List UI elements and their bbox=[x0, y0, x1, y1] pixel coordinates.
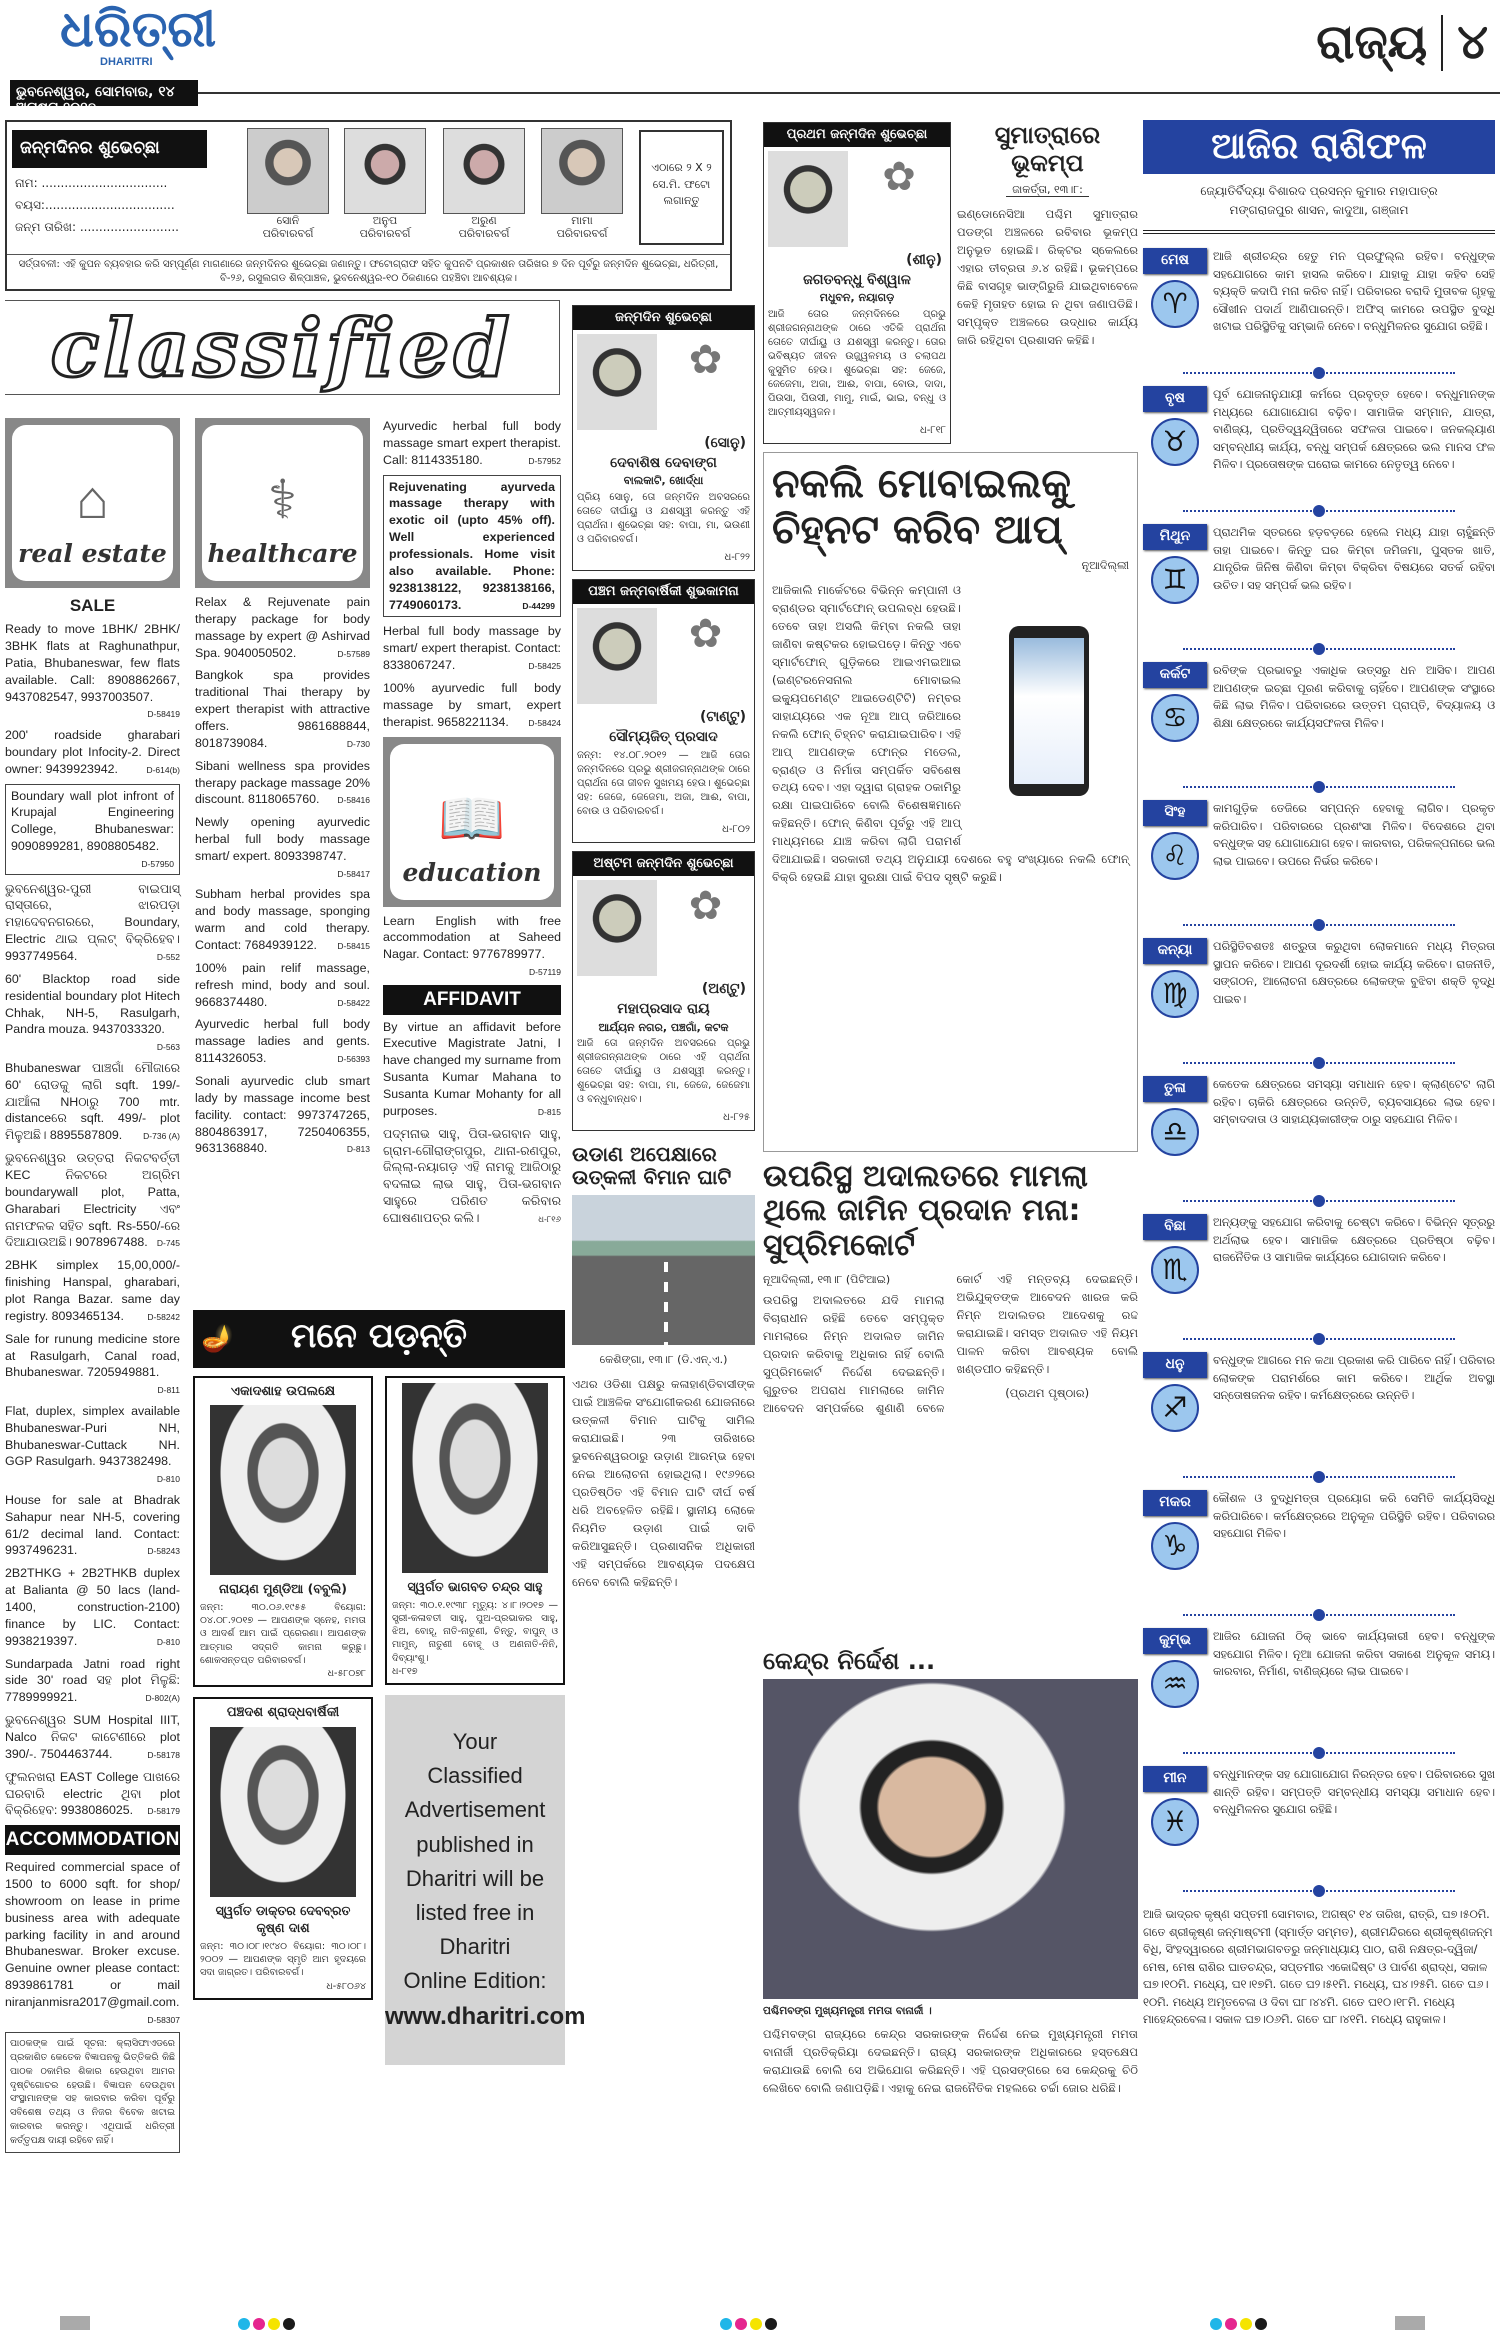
lion-icon: ♌ bbox=[1151, 832, 1199, 880]
horoscope-6 bbox=[1143, 932, 1495, 1050]
child-name: ମହାପ୍ରସାଦ ରାୟ bbox=[617, 1000, 710, 1017]
wish-message: ଆଜି ତୋ ଜନ୍ମଦିନ ଅବସରରେ ପ୍ରଭୁ ଶ୍ରୀଜଗନ୍ନାଥଙ୍କ ଠାରେ ଏହି ପ୍ରାର୍ଥନା ତୋତେ ଦୀର୍ଘାୟୁ ଓ ଯଶସ୍ୱୀ କରନ୍ତୁ। ଶୁଭେଚ୍ଛା ସହ: ବାପା, ମା, ଜେଜେ, ଜେଜେମା ଓ ବନ୍ଧୁବାନ୍ଧବ। bbox=[577, 1037, 750, 1105]
ad-code: D-811 bbox=[157, 1385, 180, 1396]
photo-caption: ପଶ୍ଚିମବଙ୍ଗ ମୁଖ୍ୟମନ୍ତ୍ରୀ ମମତା ବାନାର୍ଜୀ । bbox=[763, 2005, 932, 2018]
ad-text: Ready to move 1BHK/ 2BHK/ 3BHK flats at Raghunathpur, Patia, Bhubaneswar, few flats available. Call: 8908862667, 9437082547, 9937003507. bbox=[5, 622, 180, 704]
sign-name: ତୁଳା bbox=[1143, 1076, 1207, 1102]
ad-text: By virtue an affidavit before Executive Magistrate Jatni, I have changed my surname from Susanta Kumar Mahana to Susanta Kumar Mohanty for all purposes. bbox=[383, 1019, 561, 1118]
healthcare-column bbox=[195, 418, 370, 1163]
sign-badge bbox=[1143, 1766, 1207, 1846]
sign-prediction: ଅନ୍ୟଙ୍କୁ ସହଯୋଗ କରିବାକୁ ଚେଷ୍ଟା କରିବେ। ବିଭିନ୍ନ ସୂତ୍ରରୁ ଅର୍ଥଲାଭ ହେବ। ସାମାଜିକ କ୍ଷେତ୍ରରେ ପ୍ରତିଷ୍ଠା ବଢ଼ିବ। ରାଜନୈତିକ ଓ ସାମାଜିକ କାର୍ଯ୍ୟରେ ଯୋଗଦାନ କରିବେ। bbox=[1213, 1216, 1495, 1265]
classified-ad bbox=[5, 1257, 180, 1324]
registration-gray bbox=[1395, 2316, 1425, 2330]
ad-code: D-58422 bbox=[337, 997, 370, 1008]
twins-icon: ♊ bbox=[1151, 556, 1199, 604]
classified-ad bbox=[5, 881, 180, 965]
classified-ad bbox=[195, 960, 370, 1011]
sign-prediction: ଆଜି ଶ୍ରୀଚନ୍ଦ୍ର ହେତୁ ମନ ପ୍ରଫୁଲ୍ଲ ରହିବ। ବନ୍ଧୁଙ୍କ ସହଯୋଗରେ କାମ ହାସଲ କରିବେ। ଯାହାକୁ ଯାହା କହିବ ସେହି ବ୍ୟକ୍ତି କଦାପି ମନା କରିବ ନାହିଁ। ପରିବାରର ବରାଦି ମୁତାବକ ଗୃହକୁ ସୌଖୀନ ପଦାର୍ଥ ଆଣିପାରନ୍ତି। ଅଫିସ୍ କାମରେ ଉପସ୍ଥିତ ବୁଦ୍ଧି ଖଟାଇ ପରିସ୍ଥିତିକୁ ସମ୍ଭାଳି ନେବେ। ବନ୍ଧୁମିଳନର ସୁଯୋଗ ରହିଛି। bbox=[1213, 250, 1495, 334]
sign-badge bbox=[1143, 1490, 1207, 1570]
sign-badge bbox=[1143, 524, 1207, 604]
classified-ad bbox=[5, 1060, 180, 1144]
sample-photo: ସୋନି ପରିବାରବର୍ଗ bbox=[247, 128, 329, 240]
sign-prediction: ବନ୍ଧୁଙ୍କ ଆଗରେ ମନ କଥା ପ୍ରକାଶ କରି ପାରିବେ ନାହିଁ। ପରିବାର ଲୋକଙ୍କ ପରାମର୍ଶରେ କାମ କରିବେ। ଆର୍ଥିକ ଅବସ୍ଥା ସନ୍ତୋଷଜନକ ରହିବ। କର୍ମକ୍ଷେତ୍ରରେ ଉନ୍ନତି। bbox=[1213, 1354, 1495, 1403]
flowers-icon: ✿ bbox=[688, 610, 723, 657]
color-dot bbox=[1210, 2318, 1222, 2330]
horoscope-5 bbox=[1143, 794, 1495, 912]
color-dot bbox=[720, 2318, 732, 2330]
real-estate-logo: ⌂ real estate bbox=[5, 418, 180, 588]
scales-icon: ♎ bbox=[1151, 1108, 1199, 1156]
centre-directive-article bbox=[763, 1648, 1138, 2098]
classified-ad bbox=[5, 1403, 180, 1486]
sign-prediction: ପୂର୍ବ ଯୋଜନାନୁଯାୟୀ କର୍ମରେ ପ୍ରବୃତ୍ତ ହେବେ। ବନ୍ଧୁମାନଙ୍କ ମଧ୍ୟରେ ଯୋଗାଯୋଗ ବଢ଼ିବ। ସାମାଜିକ ସମ୍ମାନ, ଯାତ୍ରା, ବାଣିଜ୍ୟ, ପ୍ରତିଦ୍ୱନ୍ଦ୍ୱିତାରେ ସଫଳତା ପାଇବେ। ଜନକଲ୍ୟାଣ ସମ୍ବନ୍ଧୀୟ କାର୍ଯ୍ୟ, ବନ୍ଧୁ ସମ୍ପର୍କ କ୍ଷେତ୍ରରେ ଭଲ ମାନସ ଫଳ ମିଳିବ। ପ୍ରତୋଷଙ୍କ ଘରୋଇ କାମରେ ନେତୃତ୍ୱ ନେବେ। bbox=[1213, 388, 1495, 472]
color-dot bbox=[750, 2318, 762, 2330]
ad-code: D-56393 bbox=[337, 1054, 370, 1065]
ad-code: D-58419 bbox=[147, 709, 180, 720]
photo-slot: ଏଠାରେ ୨ X ୨ ସେ.ମି. ଫଟୋ ଲଗାନ୍ତୁ bbox=[639, 130, 724, 245]
ad-text: Flat, duplex, simplex available Bhubaneswar-Puri NH, Bhubaneswar-Cuttack NH. GGP Rasulgarh. 9437382498. bbox=[5, 1403, 180, 1469]
ad-text: 100% ayurvedic full body massage by smart, expert therapist. 9658221134. bbox=[383, 681, 561, 729]
ad-text: Ayurvedic herbal full body massage smart expert therapist. Call: 8114335180. bbox=[383, 419, 561, 467]
ad-code: ଧ-୮୧୬ bbox=[538, 1214, 561, 1225]
ad-code: ଧ-୮୨୫ bbox=[723, 1111, 750, 1123]
portrait bbox=[402, 1383, 548, 1573]
book-globe-icon: 📖 bbox=[438, 788, 506, 849]
classified-ad bbox=[383, 913, 561, 979]
child-name: ସୌମ୍ୟଜିତ୍ ପ୍ରସାଦ bbox=[609, 728, 718, 745]
classified-ad bbox=[195, 1016, 370, 1067]
birthday-header: ଜନ୍ମଦିନ ଶୁଭେଚ୍ଛା bbox=[573, 306, 754, 330]
panjika: ଆଜି ଭାଦ୍ରବ କୃଷ୍ଣ ସପ୍ତମୀ ସୋମବାର, ଅଗଷ୍ଟ ୧୪ ତାରିଖ, ରାତ୍ରି, ଘ୭।୫୦ମି. ଗତେ ଶ୍ରୀକୃଷ୍ଣ ଜନ୍ମାଷ୍ଟମୀ (ସ୍ମାର୍ତ୍ତ ସମ୍ମତ), ଶ୍ରୀମନ୍ଦିରରେ ଶ୍ରୀକୃଷ୍ଣଜନ୍ମ ବିଧି, ସିଂହଦ୍ୱାରରେ ଶ୍ରୀମଭାଗବତରୁ ଜନ୍ମାଧ୍ୟାୟ ପାଠ, ରାଶି ନକ୍ଷତ୍ର-ଦ୍ୱିଜା/ମେଷ, ମେଷ ରାଶିର ଘାତଚନ୍ଦ୍ର, ସପ୍ତମୀର ଏକୋଦ୍ଦିଷ୍ଟ ଓ ପାର୍ବଣ ଶ୍ରାଦ୍ଧ, ସକାଳ ଘ୭।୧୦ମି. ମଧ୍ୟେ, ଘ୧।୧୭ମି. ଗତେ ଘ୨।୫୧ମି. ମଧ୍ୟେ, ଘ୪।୨୫ମି. ଗତେ ଘ୬।୧୦ମି. ମଧ୍ୟେ ଅମୃତବେଳା ଓ ଦିବା ଘ୮।୪୪ମି. ଗତେ ଘ୧୦।୧୮ମି. ମଧ୍ୟେ ମାହେନ୍ଦ୍ରବେଳା। ସକାଳ ଘ୭।୦୬ମି. ଗତେ ଘ୮।୪୧ମି. ମଧ୍ୟେ ରାହୁକାଳ। bbox=[1143, 1908, 1493, 2027]
mamata-photo bbox=[763, 1679, 1138, 1999]
sign-prediction: ରବିଙ୍କ ପ୍ରଭାବରୁ ଏକାଧିକ ଉତ୍ସରୁ ଧନ ଆସିବ। ଆପଣ ଆପଣଙ୍କ ଇଚ୍ଛା ପୂରଣ କରିବାକୁ ଚାହିଁବେ। ଆପଣଙ୍କ ସଂସ୍ଥାରେ କିଛି ଲାଭ ମିଳିବ। ପରିବାରରେ ଉତ୍ତମ ପ୍ରାପ୍ତି, ବିଦ୍ୟାଳୟ ଓ ଶିକ୍ଷା କ୍ଷେତ୍ରରେ କାର୍ଯ୍ୟସଫଳତା ମିଳିବ। bbox=[1213, 664, 1495, 730]
ad-code: D-736 (A) bbox=[143, 1131, 180, 1142]
ad-text: House for sale at Bhadrak Sahapur near NH-5, covering 61/2 decimal land. Contact: 9937496231. bbox=[5, 1492, 180, 1558]
ad-text: Sibani wellness spa provides therapy package massage 20% discount. 8118065760. bbox=[195, 758, 370, 807]
ad-code: ଧ-୮୨୨ bbox=[724, 551, 750, 563]
classified-ad bbox=[195, 667, 370, 751]
classified-ad bbox=[383, 680, 561, 731]
ad-code: D-614(b) bbox=[146, 764, 180, 775]
headline: କେନ୍ଦ୍ର ନିର୍ଦ୍ଦେଶ ... bbox=[763, 1646, 936, 1675]
ad-code: D-58417 bbox=[337, 868, 370, 879]
ad-code: D-802(A) bbox=[145, 1693, 180, 1704]
sign-name: ବୃଷ bbox=[1143, 386, 1207, 412]
classified-banner: classified bbox=[5, 300, 560, 395]
airstrip-photo bbox=[572, 1195, 755, 1345]
section-name: ରାଜ୍ୟ bbox=[1316, 14, 1428, 70]
center-column bbox=[763, 122, 1138, 2098]
ad-text: Sonali ayurvedic club smart lady by massage income best facility. contact: 9973747265, 8804863917, 7250406355, 9631368840. bbox=[195, 1074, 370, 1156]
header-rule bbox=[198, 92, 1500, 94]
classified-ad bbox=[383, 475, 561, 618]
memorial-section bbox=[193, 1310, 586, 2065]
ad-code: D-730 bbox=[346, 738, 370, 749]
ad-code: D-58178 bbox=[147, 1749, 180, 1760]
flowers-icon: ✿ bbox=[688, 883, 723, 930]
color-dot bbox=[283, 2318, 295, 2330]
classified-ad bbox=[195, 814, 370, 880]
house-icon: ⌂ bbox=[76, 470, 109, 530]
sign-name: ମେଷ bbox=[1143, 248, 1207, 274]
first-birthday-ad bbox=[763, 122, 951, 444]
sign-prediction: କୌଶଳ ଓ ବୁଦ୍ଧିମତ୍ତା ପ୍ରୟୋଗ କରି ସେମିତି କାର୍ଯ୍ୟସିଦ୍ଧି କରିପାରିବେ। କର୍ମକ୍ଷେତ୍ରରେ ଅନୁକୂଳ ପରିସ୍ଥିତି ରହିବ। ପରିବାରର ସହଯୋଗ ମିଳିବ। bbox=[1213, 1492, 1495, 1541]
birthday-header: ଅଷ୍ଟମ ଜନ୍ମଦିନ ଶୁଭେଚ୍ଛା bbox=[573, 852, 754, 876]
article-body: ଆଜିକାଲି ମାର୍କେଟରେ ବିଭିନ୍ନ କମ୍ପାନୀ ଓ ବ୍ରାଣ୍ଡର ସ୍ମାର୍ଟଫୋନ୍ ଉପଲବ୍ଧ ହେଉଛି। ତେବେ ତାହା ଅସଲି କିମ୍ବା ନକଲି ତାହା ଜାଣିବା କଷ୍ଟକର ହୋଇପଡ଼େ। କିନ୍ତୁ ଏବେ ସ୍ମାର୍ଟଫୋନ୍ ଗୁଡ଼ିକରେ ଆଇଏମଇଆଇ (ଇଣ୍ଟରନେସନାଲ ମୋବାଇଲ ଇକ୍ୟୁପମେଣ୍ଟ ଆଇଡେଣ୍ଟିଟି) ନମ୍ବର ସାହାଯ୍ୟରେ ଏକ ନୂଆ ଆପ୍ ଜରିଆରେ ନକଲି ଫୋନ୍ ଚିହ୍ନଟ କରାଯାଇପାରିବ। ଏହି ଆପ୍ ଆପଣଙ୍କ ଫୋନ୍‌ର ମଡେଲ, ବ୍ରାଣ୍ଡ ଓ ନିର୍ମାତା ସମ୍ପର୍କିତ ସବିଶେଷ ତଥ୍ୟ ଦେବ। ଏହା ଦ୍ୱାରା ଗ୍ରାହକ ଠକାମିରୁ ରକ୍ଷା ପାଇପାରିବେ ବୋଲି ବିଶେଷଜ୍ଞମାନେ କହିଛନ୍ତି। ଫୋନ୍ କିଣିବା ପୂର୍ବରୁ ଏହି ଆପ୍ ମାଧ୍ୟମରେ ଯାଞ୍ଚ କରିବା ଲାଗି ପରାମର୍ଶ ଦିଆଯାଇଛି। ସରକାରୀ ତଥ୍ୟ ଅନୁଯାୟୀ ଦେଶରେ ବହୁ ସଂଖ୍ୟାରେ ନକଲି ଫୋନ୍ ବିକ୍ରି ହେଉଛି ଯାହା ସୁରକ୍ଷା ପାଇଁ ବିପଦ ସୃଷ୍ଟି କରୁଛି। bbox=[772, 582, 1129, 885]
ad-text: ଭୁବନେଶ୍ୱର ଉତ୍ତରା ନିକଟବର୍ତ୍ତୀ KEC ନିକଟରେ ଅଗ୍ରିମ boundarywall plot, Patta, Gharabari Electricity ଏବଂ ନାମଫଳକ ସହିତ sqft. Rs-550/-ରେ ଦିଆଯାଉଅଛି। 9078967488. bbox=[5, 1151, 180, 1250]
page-number: ୪ bbox=[1457, 14, 1488, 70]
sample-photo: ଅନୁପ ପରିବାରବର୍ଗ bbox=[344, 128, 426, 240]
ad-code: D-58307 bbox=[147, 2014, 180, 2025]
dharitri-logo: ଧରିତ୍ରୀ DHARITRI bbox=[60, 0, 217, 68]
ad-code: D-57589 bbox=[337, 648, 370, 659]
color-dot bbox=[735, 2318, 747, 2330]
memorial-header: 🪔 ମନେ ପଡ଼ନ୍ତି bbox=[193, 1310, 565, 1368]
obituary: ସ୍ୱର୍ଗତ ଭାଗବତ ଚନ୍ଦ୍ର ସାହୁ ଜନ୍ମ: ୩୦.୧.୧୯୩୮ ମୃତ୍ୟୁ: ୪।୮।୨୦୧୭ — ସ୍ତ୍ରୀ-କଳାବତୀ ସାହୁ, ପୁଅ-ପ୍ରଭାକର ସାହୁ, ଝିଅ, ବୋହୂ, ନାତି-ନାତୁଣୀ, ଚିନ୍ତୁ, ବାପୁନ୍ ଓ ମାମୁନ୍, ନାତୁଣୀ ବୋହୂ ଓ ଅଣନାତି-ନିନି, ଦିବ୍ୟାଂଶୁ। ଧ-୮୧୭ bbox=[385, 1376, 565, 1685]
sign-name: କର୍କଟ bbox=[1143, 662, 1207, 688]
dob-field: ଜନ୍ମ ତାରିଖ: .......................... bbox=[15, 220, 179, 234]
headline: ଉଡାଣ ଅପେକ୍ଷାରେ ଉତ୍କଳୀ ବିମାନ ଘାଟି bbox=[572, 1141, 732, 1189]
child-name: ଜଗତବନ୍ଧୁ ବିଶ୍ୱାଳ bbox=[803, 271, 911, 288]
classified-ad bbox=[5, 1150, 180, 1251]
classified-ad bbox=[5, 784, 180, 875]
nickname: (ଶୀନୁ) bbox=[906, 252, 942, 269]
registration-dots bbox=[238, 2318, 295, 2330]
sign-badge bbox=[1143, 1628, 1207, 1708]
ad-text: 100% pain relif massage, refresh mind, body and soul. 9668374480. bbox=[195, 960, 370, 1009]
ad-code: D-57952 bbox=[528, 455, 561, 466]
classified-ad bbox=[5, 1859, 180, 2026]
dateline: ଭୁବନେଶ୍ୱର, ସୋମବାର, ୧୪ ଅଗଷ୍ଟ,୨୦୧୭ bbox=[10, 80, 198, 106]
ad-text: 200' roadside gharabari boundary plot Infocity-2. Direct owner: 9439923942. bbox=[5, 727, 180, 776]
ad-text: Rejuvenating ayurveda massage therapy with exotic oil (upto 45% off). Well experienced professionals. Home visit also available. Phone: 9238138122, 9238138166, 7749060173. bbox=[389, 479, 555, 612]
birthday-header: ପ୍ରଥମ ଜନ୍ମଦିନ ଶୁଭେଚ୍ଛା bbox=[764, 123, 950, 147]
ad-code: D-58179 bbox=[147, 1806, 180, 1817]
ad-code: D-57950 bbox=[141, 858, 174, 869]
sample-photo: ମାମା ପରିବାରବର୍ଗ bbox=[541, 128, 623, 240]
ad-code: D-58425 bbox=[528, 661, 561, 672]
sign-name: ଧନୁ bbox=[1143, 1352, 1207, 1378]
article-body: ପଶ୍ଚିମବଙ୍ଗ ରାଜ୍ୟରେ କେନ୍ଦ୍ର ସରକାରଙ୍କ ନିର୍ଦ୍ଦେଶ ନେଇ ମୁଖ୍ୟମନ୍ତ୍ରୀ ମମତା ବାନାର୍ଜୀ ପ୍ରତିକ୍ରିୟା ଦେଇଛନ୍ତି। ରାଜ୍ୟ ସରକାରଙ୍କ ଅଧିକାରରେ ହସ୍ତକ୍ଷେପ କରାଯାଉଛି ବୋଲି ସେ ଅଭିଯୋଗ କରିଛନ୍ତି। ଏହି ପ୍ରସଙ୍ଗରେ ସେ କେନ୍ଦ୍ରକୁ ଚିଠି ଲେଖିବେ ବୋଲି ଜଣାପଡ଼ିଛି। ଏହାକୁ ନେଇ ରାଜନୈତିକ ମହଲରେ ଚର୍ଚ୍ଚା ଜୋର ଧରିଛି। bbox=[763, 2026, 1138, 2095]
ad-code: D-58242 bbox=[147, 1311, 180, 1322]
photo-row bbox=[573, 330, 754, 434]
ad-code: D-563 bbox=[156, 1042, 180, 1053]
ad-text: 60' Blacktop road side residential boundary plot Hitech Chhak, NH-5, Rasulgarh, Pandra mouza. 9437033320. bbox=[5, 971, 180, 1037]
ad-code: D-552 bbox=[156, 951, 180, 962]
classified-column-3 bbox=[383, 418, 561, 1233]
classified-ad bbox=[383, 418, 561, 469]
ad-code: D-58415 bbox=[337, 941, 370, 952]
place: ଆର୍ଯ୍ୟନ ନଗର, ପଞ୍ଚଗାଁ, କଟକ bbox=[598, 1020, 729, 1034]
sign-name: କୁମ୍ଭ bbox=[1143, 1628, 1207, 1654]
wish-message: ଜନ୍ମ: ୧୪.୦୮.୨୦୧୨ — ଆଜି ତୋର ଜନ୍ମଦିନରେ ପ୍ରଭୁ ଶ୍ରୀଜଗନ୍ନାଥଙ୍କ ଠାରେ ପ୍ରାର୍ଥନା ତୋ ଜୀବନ ସୁଖମୟ ହେଉ। ଶୁଭେଚ୍ଛା ସହ: ଜେଜେ, ଜେଜେମା, ଅଜା, ଆଈ, ବାପା, ବୋଉ ଓ ପରିବାରବର୍ଗ। bbox=[577, 750, 750, 818]
ad-text: Sale for runung medicine store at Rasulgarh, Canal road, Bhubaneswar. 7205949881. bbox=[5, 1331, 180, 1380]
reader-notice: ପାଠକଙ୍କ ପାଇଁ ସୂଚନା: କ୍ଲାସିଫାଏଡରେ ପ୍ରକାଶିତ କେତେକ ବିଜ୍ଞାପନକୁ ଭିତ୍ତିକରି କିଛି ପାଠକ ଠକାମିର ଶିକାର ହେଉଥିବା ଆମର ଦୃଷ୍ଟିଗୋଚର ହେଉଛି। ବିଜ୍ଞାପନ ଦେଉଥିବା ସଂସ୍ଥାମାନଙ୍କ ସହ କାରବାର କରିବା ପୂର୍ବରୁ ସବିଶେଷ ତଥ୍ୟ ଓ ନିଜର ବିବେକ ଖଟାଇ କାରବାର କରନ୍ତୁ। ଏଥିପାଇଁ ଧରିତ୍ରୀ କର୍ତ୍ତୃପକ୍ଷ ଦାୟୀ ରହିବେ ନାହିଁ। bbox=[5, 2032, 180, 2152]
headline: ନକଲି ମୋବାଇଲକୁ ଚିହ୍ନଟ କରିବ ଆପ୍ bbox=[772, 460, 1071, 553]
ad-text: Newly opening ayurvedic herbal full body massage smart/ expert. 8093398747. bbox=[195, 815, 370, 864]
place: ବାଲକାଟି, ଖୋର୍ଦ୍ଧା bbox=[623, 474, 704, 488]
ram-icon: ♈ bbox=[1151, 280, 1199, 328]
ad-code: D-58416 bbox=[337, 795, 370, 806]
birthday-header: ପଞ୍ଚମ ଜନ୍ମବାର୍ଷିକୀ ଶୁଭକାମନା bbox=[573, 580, 754, 604]
classified-ad bbox=[5, 1712, 180, 1763]
website-link[interactable]: www.dharitri.com bbox=[385, 2003, 586, 2031]
classified-ad bbox=[195, 886, 370, 953]
horoscope-4 bbox=[1143, 656, 1495, 774]
sign-name: ସିଂହ bbox=[1143, 800, 1207, 826]
ad-text: Learn English with free accommodation at Saheed Nagar. Contact: 9776789977. bbox=[383, 913, 561, 962]
column-4 bbox=[572, 305, 755, 1592]
ad-text: Boundary wall plot infront of Krupajal Engineering College, Bhubaneswar: 9090899281, 8908805482. bbox=[11, 788, 174, 854]
lamp-icon: 🪔 bbox=[201, 1324, 234, 1354]
ad-text: Bangkok spa provides traditional Thai therapy by expert therapist with attractive offers. 9861688844, 8018739084. bbox=[195, 668, 370, 750]
name-field: ନାମ: ................................. bbox=[15, 176, 168, 190]
article-body: ଏଥର ଓଡିଶା ପକ୍ଷରୁ କଳାହାଣ୍ଡିବାସୀଙ୍କ ପାଇଁ ଆଞ୍ଚଳିକ ସଂଯୋଗୀକରଣ ଯୋଜନାରେ ଉତ୍କଳୀ ବିମାନ ଘାଟିକୁ ସାମିଲ କରାଯାଇଛି। ୨୩ ତାରିଖରେ ଭୁବନେଶ୍ୱରଠାରୁ ଉଡ଼ାଣ ଆରମ୍ଭ ହେବା ନେଇ ଆଲୋଚନା ହୋଇଥିଲା। ୧୯୬୨ରେ ପ୍ରତିଷ୍ଠିତ ଏହି ବିମାନ ଘାଟି ଦୀର୍ଘ ବର୍ଷ ଧରି ଅବହେଳିତ ରହିଛି। ସ୍ଥାନୀୟ ଲୋକେ ନିୟମିତ ଉଡ଼ାଣ ପାଇଁ ଦାବି କରିଆସୁଛନ୍ତି। ପ୍ରଶାସନିକ ଅଧିକାରୀ ଏହି ସମ୍ପର୍କରେ ଆବଶ୍ୟକ ପଦକ୍ଷେପ ନେବେ ବୋଲି କହିଛନ୍ତି। bbox=[572, 1376, 755, 1589]
nickname: (ସୋନୁ) bbox=[704, 435, 746, 452]
child-photo bbox=[577, 608, 657, 704]
classified-ad bbox=[5, 727, 180, 778]
sign-badge bbox=[1143, 386, 1207, 466]
sign-prediction: ବନ୍ଧୁମାନଙ୍କ ସହ ଯୋଗାଯୋଗ ନିରନ୍ତର ହେବ। ପରିବାରରେ ସୁଖ ଶାନ୍ତି ରହିବ। ସମ୍ପତ୍ତି ସମ୍ବନ୍ଧୀୟ ସମସ୍ୟା ସମାଧାନ ହେବ। ବନ୍ଧୁମିଳନର ସୁଯୋଗ ରହିଛି। bbox=[1213, 1768, 1495, 1817]
horoscope-title: ଆଜିର ରାଶିଫଳ bbox=[1143, 120, 1495, 174]
article-body: ଇଣ୍ଡୋନେସିଆ ପଶ୍ଚିମ ସୁମାତ୍ରାର ପଡଙ୍ଗ ଅଞ୍ଚଳରେ ରବିବାର ଭୂକମ୍ପ ଅନୁଭୂତ ହୋଇଛି। ରିକ୍ଟର ସ୍କେଲରେ ଏହାର ତୀବ୍ରତା ୬.୪ ରହିଛି। ଭୂକମ୍ପରେ କିଛି ବାସଗୃହ ଭାଙ୍ଗିରୁଜି ଯାଇଥିବାବେଳେ କେହି ମୃତାହତ ହୋଇ ନ ଥିବା ଜଣାପଡିଛି। ସମ୍ପୃକ୍ତ ଅଞ୍ଚଳରେ ଉଦ୍ଧାର କାର୍ଯ୍ୟ ଜାରି ରହିଥିବା ପ୍ରଶାସନ କହିଛି। bbox=[957, 207, 1138, 348]
photo-row bbox=[573, 876, 754, 980]
online-listing-promo: Your Classified Advertisement published in Dharitri will be listed free in Dharitri Online Edition: www.dharitri.com bbox=[385, 1695, 565, 2065]
child-photo bbox=[577, 880, 657, 976]
classified-ad bbox=[383, 1126, 561, 1227]
sign-prediction: କାମଗୁଡ଼ିକ ତେଜିରେ ସମ୍ପନ୍ନ ହେବାକୁ ଲାଗିବ। ପ୍ରକୃତ କରିପାରିବ। ପରିବାରରେ ପ୍ରଶଂସା ମିଳିବ। ବିଦେଶରେ ଥିବା ବନ୍ଧୁଙ୍କ ସହ ଯୋଗାଯୋଗ ହେବ। କାରବାର, ପରିକଳ୍ପନାରେ ଭଲ ଲାଭ ପାଇବେ। ଉପରେ ନିର୍ଭର କରିବେ। bbox=[1213, 802, 1495, 868]
classified-ad bbox=[195, 594, 370, 661]
horoscope-12 bbox=[1143, 1760, 1495, 1878]
photo-row bbox=[764, 147, 950, 251]
real-estate-column bbox=[5, 418, 180, 2153]
sign-name: ମକର bbox=[1143, 1490, 1207, 1516]
airstrip-article: ଉଡାଣ ଅପେକ୍ଷାରେ ଉତ୍କଳୀ ବିମାନ ଘାଟି କେଶିଙ୍ଗା, ୧୩।୮ (ଡି.ଏନ୍.ଏ.) ଏଥର ଓଡିଶା ପକ୍ଷରୁ କଳାହାଣ୍ଡିବାସୀଙ୍କ ପାଇଁ ଆଞ୍ଚଳିକ ସଂଯୋଗୀକରଣ ଯୋଜନାରେ ଉତ୍କଳୀ ବିମାନ ଘାଟିକୁ ସାମିଲ କରାଯାଇଛି। ୨୩ ତାରିଖରେ ଭୁବନେଶ୍ୱରଠାରୁ ଉଡ଼ାଣ ଆରମ୍ଭ ହେବା ନେଇ ଆଲୋଚନା ହୋଇଥିଲା। ୧୯୬୨ରେ ପ୍ରତିଷ୍ଠିତ ଏହି ବିମାନ ଘାଟି ଦୀର୍ଘ ବର୍ଷ ଧରି ଅବହେଳିତ ରହିଛି। ସ୍ଥାନୀୟ ଲୋକେ ନିୟମିତ ଉଡ଼ାଣ ପାଇଁ ଦାବି କରିଆସୁଛନ୍ତି। ପ୍ରଶାସନିକ ଅଧିକାରୀ ଏହି ସମ୍ପର୍କରେ ଆବଶ୍ୟକ ପଦକ୍ଷେପ ନେବେ ବୋଲି କହିଛନ୍ତି। bbox=[572, 1143, 755, 1592]
wish-message: ଆଜି ତୋର ଜନ୍ମଦିନରେ ପ୍ରଭୁ ଶ୍ରୀଜଗନ୍ନାଥଙ୍କ ଠାରେ ଏତିକି ପ୍ରାର୍ଥନା ତୋତେ ଦୀର୍ଘାୟୁ ଓ ଯଶସ୍ୱୀ କରନ୍ତୁ। ତୋର ଭବିଷ୍ୟତ ଜୀବନ ଉଜ୍ଜ୍ୱଳମୟ ଓ ଚଲାପଥ କୁସୁମିତ ହେଉ। ଶୁଭେଚ୍ଛା ସହ: ଜେଜେ, ଜେଜେମା, ଅଜା, ଆଈ, ବାପା, ବୋଉ, ଦାଦା, ପିଉସା, ପିଉସୀ, ମାମୁ, ମାଇଁ, ଭାଇ, ବନ୍ଧୁ ଓ ଆତ୍ମୀୟସ୍ୱଜନ। bbox=[768, 308, 946, 418]
sign-badge bbox=[1143, 248, 1207, 328]
photo-row bbox=[573, 604, 754, 708]
ad-text: ପଦ୍ମନାଭ ସାହୁ, ପିତା-ଭଗବାନ ସାହୁ, ଗ୍ରାମ-ଗୌରାଙ୍ଗପୁର, ଥାନା-ରଣପୁର, ଜିଲ୍ଲା-ନୟାଗଡ଼ ଏହି ନାମକୁ ଆଜିଠାରୁ ବଦଳାଇ ଲାଭ ସାହୁ, ପିତା-ଭଗବାନ ସାହୁରେ ପରିଣତ କରିବାର ଘୋଷଣାପତ୍ର କଲି। bbox=[383, 1126, 561, 1226]
sign-name: ବିଛା bbox=[1143, 1214, 1207, 1240]
classified-ad bbox=[5, 1656, 180, 1707]
horoscope-10 bbox=[1143, 1484, 1495, 1602]
birthday-ad bbox=[572, 305, 755, 571]
sign-prediction: ପ୍ରାଥମିକ ସ୍ତରରେ ହଡ଼ବଡ଼ରେ ହେଲେ ମଧ୍ୟ ଯାହା ଚାହୁଁଛନ୍ତି ତାହା ପାଇବେ। କିନ୍ତୁ ଘର କିମ୍ବା ଜମିଜମା, ପୁସ୍ତକ ଖାତି, ଯାନ୍ତ୍ରିକ ଜିନିଷ କିଣିବା କିମ୍ବା ବିକ୍ରିବା ବିଷୟରେ ସତର୍କ ରହିବା ଉଚିତ। ସହ ସମ୍ପର୍କ ଭଲ ରହିବ। bbox=[1213, 526, 1495, 592]
age-field: ବୟସ:.................................. bbox=[15, 198, 175, 212]
stethoscope-icon: ⚕ bbox=[267, 470, 298, 530]
child-photo bbox=[768, 151, 848, 247]
ad-code: D-58424 bbox=[528, 717, 561, 728]
horoscope-section bbox=[1143, 120, 1495, 2029]
registration-dots bbox=[720, 2318, 777, 2330]
headline: ଉପରିସ୍ଥ ଅଦାଲତରେ ମାମଲା ଥିଲେ ଜାମିନ ପ୍ରଦାନ ମନା: ସୁପ୍ରିମକୋର୍ଟ bbox=[763, 1158, 1088, 1263]
ad-code: D-815 bbox=[537, 1106, 561, 1117]
sign-badge bbox=[1143, 1352, 1207, 1432]
flowers-icon: ✿ bbox=[688, 337, 723, 384]
portrait bbox=[210, 1405, 356, 1575]
obituary: ପଞ୍ଚଦଶ ଶ୍ରାଦ୍ଧବାର୍ଷିକୀ ସ୍ୱର୍ଗତ ଡାକ୍ତର ଦେବବ୍ରତ କୃଷ୍ଣ ଦାଶ ଜନ୍ମ: ୩୦।୦୮।୧୯୪୦ ବିୟୋଗ: ୩୦।୦୮।୨୦୦୨ — ଆପଣଙ୍କ ସ୍ମୃତି ଆମ ହୃଦୟରେ ସଦା ଜାଗ୍ରତ। ପରିବାରବର୍ଗ। ଧ-୫୮୦୬୪ bbox=[193, 1697, 373, 1999]
accommodation-heading: ACCOMMODATION bbox=[5, 1825, 180, 1855]
horoscope-1 bbox=[1143, 242, 1495, 360]
classified-ad bbox=[383, 1019, 561, 1120]
ad-code: D-44299 bbox=[522, 600, 555, 611]
supreme-court-article: ଉପରିସ୍ଥ ଅଦାଲତରେ ମାମଲା ଥିଲେ ଜାମିନ ପ୍ରଦାନ ମନା: ସୁପ୍ରିମକୋର୍ଟ ନୂଆଦିଲ୍ଲୀ, ୧୩।୮ (ପିଟିଆଇ) ଉପରିସ୍ଥ ଅଦାଲତରେ ଯଦି ମାମଲା ବିଚାରାଧୀନ ରହିଛି ତେବେ ସମ୍ପୃକ୍ତ ମାମଲାରେ ନିମ୍ନ ଅଦାଲତ ଜାମିନ ପ୍ରଦାନ କରିବାକୁ ଅଧିକାର ନାହିଁ ବୋଲି ସୁପ୍ରିମକୋର୍ଟ ନିର୍ଦ୍ଦେଶ ଦେଇଛନ୍ତି। ଗୁରୁତର ଅପରାଧ ମାମଲାରେ ଜାମିନ ଆବେଦନ ସମ୍ପର୍କରେ ଶୁଣାଣି ବେଳେ କୋର୍ଟ ଏହି ମନ୍ତବ୍ୟ ଦେଇଛନ୍ତି। ଅଭିଯୁକ୍ତଙ୍କ ଆବେଦନ ଖାରଜ କରି ନିମ୍ନ ଅଦାଲତର ଆଦେଶକୁ ରଦ୍ଦ କରାଯାଇଛି। ସମସ୍ତ ଅଦାଲତ ଏହି ନିୟମ ପାଳନ କରିବା ଆବଶ୍ୟକ ବୋଲି ଖଣ୍ଡପୀଠ କହିଛନ୍ତି। (ପ୍ରଥମ ପୃଷ୍ଠାର) bbox=[763, 1160, 1138, 1640]
ad-text: Required commercial space of 1500 to 6000 sqft. for shop/ showroom on lease in prime business area with adequate parking facility in and around Bhubaneswar. Broker excuse. Genuine owner please contact: 8939861781 or mail niranjanmisra2017@gmail.com. bbox=[5, 1860, 180, 2009]
fake-mobile-app-article: ନକଲି ମୋବାଇଲକୁ ଚିହ୍ନଟ କରିବ ଆପ୍ ନୂଆଦିଲ୍ଲୀ ଆଜିକାଲି ମାର୍କେଟରେ ବିଭିନ୍ନ କମ୍ପାନୀ ଓ ବ୍ରାଣ୍ଡର ସ୍ମାର୍ଟଫୋନ୍ ଉପଲବ୍ଧ ହେଉଛି। ତେବେ ତାହା ଅସଲି କିମ୍ବା ନକଲି ତାହା ଜାଣିବା କଷ୍ଟକର ହୋଇପଡ଼େ। କିନ୍ତୁ ଏବେ ସ୍ମାର୍ଟଫୋନ୍ ଗୁଡ଼ିକରେ ଆଇଏମଇଆଇ (ଇଣ୍ଟରନେସନାଲ ମୋବାଇଲ ଇକ୍ୟୁପମେଣ୍ଟ ଆଇଡେଣ୍ଟିଟି) ନମ୍ବର ସାହାଯ୍ୟରେ ଏକ ନୂଆ ଆପ୍ ଜରିଆରେ ନକଲି ଫୋନ୍ ଚିହ୍ନଟ କରାଯାଇପାରିବ। ଏହି ଆପ୍ ଆପଣଙ୍କ ଫୋନ୍‌ର ମଡେଲ, ବ୍ରାଣ୍ଡ ଓ ନିର୍ମାତା ସମ୍ପର୍କିତ ସବିଶେଷ ତଥ୍ୟ ଦେବ। ଏହା ଦ୍ୱାରା ଗ୍ରାହକ ଠକାମିରୁ ରକ୍ଷା ପାଇପାରିବେ ବୋଲି ବିଶେଷଜ୍ଞମାନେ କହିଛନ୍ତି। ଫୋନ୍ କିଣିବା ପୂର୍ବରୁ ଏହି ଆପ୍ ମାଧ୍ୟମରେ ଯାଞ୍ଚ କରିବା ଲାଗି ପରାମର୍ଶ ଦିଆଯାଇଛି। ସରକାରୀ ତଥ୍ୟ ଅନୁଯାୟୀ ଦେଶରେ ବହୁ ସଂଖ୍ୟାରେ ନକଲି ଫୋନ୍ ବିକ୍ରି ହେଉଛି ଯାହା ସୁରକ୍ଷା ପାଇଁ ବିପଦ ସୃଷ୍ଟି କରୁଛି। bbox=[763, 452, 1138, 1152]
ad-text: Sundarpada Jatni road right side 30' road ସହ plot ମିଳୁଛି: 7789999921. bbox=[5, 1656, 180, 1705]
ad-text: Ayurvedic herbal full body massage ladies and gents. 8114326053. bbox=[195, 1017, 370, 1066]
classified-ad bbox=[5, 971, 180, 1054]
sale-heading: SALE bbox=[69, 596, 116, 615]
ad-code: D-57119 bbox=[529, 967, 561, 978]
horoscope-11 bbox=[1143, 1622, 1495, 1740]
page-label bbox=[1316, 14, 1488, 71]
sample-photo: ଅରୁଣ ପରିବାରବର୍ଗ bbox=[443, 128, 525, 240]
classified-ad bbox=[5, 1769, 180, 1820]
color-dot bbox=[1225, 2318, 1237, 2330]
crab-icon: ♋ bbox=[1151, 694, 1199, 742]
horoscope-9 bbox=[1143, 1346, 1495, 1464]
portrait bbox=[210, 1727, 356, 1897]
ad-code: D-813 bbox=[346, 1144, 370, 1155]
color-dot bbox=[268, 2318, 280, 2330]
nickname: (ଅଣ୍ଟୁ) bbox=[701, 981, 746, 998]
sign-prediction: କେତେକ କ୍ଷେତ୍ରରେ ସମସ୍ୟା ସମାଧାନ ହେବ। କ୍ଲାଣ୍ଟେଟ ଲାଗି ରହିବ। ଚାକିରି କ୍ଷେତ୍ରରେ ଉନ୍ନତି, ବ୍ୟବସାୟରେ ଲାଭ ହେବ। ସମ୍ବାଦଦାତା ଓ ସାହାଯ୍ୟକାରୀଙ୍କ ଠାରୁ ସହଯୋଗ ମିଳିବ। bbox=[1213, 1078, 1495, 1127]
ad-text: ଫୁଲନଖରା EAST College ପାଖରେ ଘରବାରି electric ଥିବା plot ବିକ୍ରିହେବ: 9938086025. bbox=[5, 1769, 180, 1818]
headline: ସୁମାତ୍ରାରେ ଭୂକମ୍ପ bbox=[994, 121, 1101, 177]
sign-badge bbox=[1143, 938, 1207, 1018]
place: ମଧୁବନ, ନୟାଗଡ଼ bbox=[819, 291, 895, 305]
obituary: ଏକାଦଶାହ ଉପଲକ୍ଷେ ନାରାୟଣ ମୁଣ୍ଡିଆ (ବବୁଲି) ଜନ୍ମ: ୩୦.୦୬.୧୯୫୫ ବିୟୋଗ: ୦୪.୦୮.୨୦୧୭ — ଆପଣଙ୍କ ସ୍ନେହ, ମମତା ଓ ଆଦର୍ଶ ଆମ ପାଇଁ ପ୍ରେରଣା। ଆପଣଙ୍କ ଆତ୍ମାର ସଦ୍ଗତି କାମନା କରୁଛୁ। ଶୋକସନ୍ତପ୍ତ ପରିବାରବର୍ଗ। ଧ-୫୮୦୭୮ bbox=[193, 1376, 373, 1687]
registration-dots bbox=[1210, 2318, 1267, 2330]
smartphone-image bbox=[969, 586, 1129, 836]
ad-code: D-810 bbox=[156, 1474, 180, 1485]
sign-badge bbox=[1143, 1214, 1207, 1294]
birthday-ad bbox=[572, 851, 755, 1131]
coupon-terms: ସର୍ତ୍ତାବଳୀ: ଏହି କୁପନ ବ୍ୟବହାର କରି ସମ୍ପୂର୍ଣ୍ଣ ମାଗଣାରେ ଜନ୍ମଦିନର ଶୁଭେଚ୍ଛା ଜଣାନ୍ତୁ। ଫଟୋଗ୍ରାଫ ସହିତ କୁପନଟି ପ୍ରକାଶନ ତାରିଖର ୭ ଦିନ ପୂର୍ବରୁ ଜନ୍ମଦିନ ଶୁଭେଚ୍ଛା, ଧରିତ୍ରୀ, ବି-୨୬, ରସୁଲଗଡ ଶିଳ୍ପାଞ୍ଚଳ, ଭୁବନେଶ୍ୱର-୧୦ ଠିକଣାରେ ପହଞ୍ଚିବା ଆବଶ୍ୟକ। bbox=[7, 254, 730, 289]
color-dot bbox=[1255, 2318, 1267, 2330]
ad-code: D-810 bbox=[156, 1636, 180, 1647]
ad-text: 2BHK simplex 15,00,000/- finishing Hanspal, gharabari, plot Ranga Bazar. same day registry. 8093465134. bbox=[5, 1258, 180, 1323]
article-body: ଉପରିସ୍ଥ ଅଦାଲତରେ ଯଦି ମାମଲା ବିଚାରାଧୀନ ରହିଛି ତେବେ ସମ୍ପୃକ୍ତ ମାମଲାରେ ନିମ୍ନ ଅଦାଲତ ଜାମିନ ପ୍ରଦାନ କରିବାକୁ ଅଧିକାର ନାହିଁ ବୋଲି ସୁପ୍ରିମକୋର୍ଟ ନିର୍ଦ୍ଦେଶ ଦେଇଛନ୍ତି। ଗୁରୁତର ଅପରାଧ ମାମଲାରେ ଜାମିନ ଆବେଦନ ସମ୍ପର୍କରେ ଶୁଣାଣି ବେଳେ କୋର୍ଟ ଏହି ମନ୍ତବ୍ୟ ଦେଇଛନ୍ତି। ଅଭିଯୁକ୍ତଙ୍କ ଆବେଦନ ଖାରଜ କରି ନିମ୍ନ ଅଦାଲତର ଆଦେଶକୁ ରଦ୍ଦ କରାଯାଇଛି। ସମସ୍ତ ଅଦାଲତ ଏହି ନିୟମ ପାଳନ କରିବା ଆବଶ୍ୟକ ବୋଲି ଖଣ୍ଡପୀଠ କହିଛନ୍ତି। bbox=[763, 1272, 1138, 1416]
ad-code: ଧ-୮୦୨ bbox=[722, 824, 750, 836]
ad-text: ଭୁବନେଶ୍ୱର SUM Hospital IIIT, Nalco ନିକଟ କାଟେଣୀରେ plot 390/-. 7504463744. bbox=[5, 1713, 180, 1761]
classified-ad bbox=[195, 1073, 370, 1157]
classified-ad bbox=[5, 621, 180, 721]
ad-text: 2B2THKG + 2B2THKB duplex at Balianta @ 50 lacs (land-1400, construction-2100) finance by LIC. Contact: 9938219397. bbox=[5, 1566, 180, 1648]
color-dot bbox=[238, 2318, 250, 2330]
registration-gray bbox=[60, 2316, 90, 2330]
ad-text: Subham herbal provides spa and body massage, sponging warm and cold therapy. Contact: 7684939122. bbox=[195, 887, 370, 953]
bull-icon: ♉ bbox=[1151, 418, 1199, 466]
sign-badge bbox=[1143, 662, 1207, 742]
classified-ad bbox=[195, 758, 370, 809]
child-photo bbox=[577, 334, 657, 430]
child-name: ଦେବାଶିଷ ଦେବାଙ୍ଗ bbox=[610, 454, 717, 471]
affidavit-heading: AFFIDAVIT bbox=[383, 985, 561, 1015]
sign-prediction: ଆଜିର ଯୋଜନା ଠିକ୍ ଭାବେ କାର୍ଯ୍ୟକାରୀ ହେବ। ବନ୍ଧୁଙ୍କ ସହଯୋଗ ମିଳିବ। ନୂଆ ଯୋଜନା କରିବା ସକାଶେ ଅନୁକୂଳ ସମୟ। କାରବାର, ନିର୍ମାଣ, ବାଣିଜ୍ୟରେ ଲାଭ ପାଇବେ। bbox=[1213, 1630, 1495, 1679]
coupon-title: ଜନ୍ମଦିନର ଶୁଭେଚ୍ଛା bbox=[12, 130, 207, 168]
horoscope-8 bbox=[1143, 1208, 1495, 1326]
sign-badge bbox=[1143, 1076, 1207, 1156]
color-dot bbox=[1240, 2318, 1252, 2330]
sign-name: ମୀନ bbox=[1143, 1766, 1207, 1792]
classified-ad bbox=[5, 1565, 180, 1649]
ad-code: ଧ-୮୧୮ bbox=[919, 424, 946, 436]
classified-ad bbox=[5, 1331, 180, 1397]
astrologer-byline: ଜ୍ୟୋତିର୍ବିଦ୍ୟା ବିଶାରଦ ପ୍ରସନ୍ନ କୁମାର ମହାପାତ୍ର ମଙ୍ଗରାଜପୁର ଶାସନ, କାଦୁଆ, ଗଞ୍ଜାମ bbox=[1143, 182, 1495, 234]
goat-icon: ♑ bbox=[1151, 1522, 1199, 1570]
sumatra-article: ସୁମାତ୍ରାରେ ଭୂକମ୍ପ ଜାକର୍ତ୍ତା, ୧୩।୮: ଇଣ୍ଡୋନେସିଆ ପଶ୍ଚିମ ସୁମାତ୍ରାର ପଡଙ୍ଗ ଅଞ୍ଚଳରେ ରବିବାର ଭୂକମ୍ପ ଅନୁଭୂତ ହୋଇଛି। ରିକ୍ଟର ସ୍କେଲରେ ଏହାର ତୀବ୍ରତା ୬.୪ ରହିଛି। ଭୂକମ୍ପରେ କିଛି ବାସଗୃହ ଭାଙ୍ଗିରୁଜି ଯାଇଥିବାବେଳେ କେହି ମୃତାହତ ହୋଇ ନ ଥିବା ଜଣାପଡିଛି। ସମ୍ପୃକ୍ତ ଅଞ୍ଚଳରେ ଉଦ୍ଧାର କାର୍ଯ୍ୟ ଜାରି ରହିଥିବା ପ୍ରଶାସନ କହିଛି। bbox=[957, 122, 1138, 350]
fish-icon: ♓ bbox=[1151, 1798, 1199, 1846]
horoscope-3 bbox=[1143, 518, 1495, 636]
birthday-coupon bbox=[5, 120, 732, 291]
nickname: (ଟାଣ୍ଟୁ) bbox=[700, 708, 746, 725]
education-logo: 📖 education bbox=[383, 737, 561, 907]
birthday-ad bbox=[572, 579, 755, 843]
water-bearer-icon: ♒ bbox=[1151, 1660, 1199, 1708]
color-dot bbox=[253, 2318, 265, 2330]
sign-name: ମିଥୁନ bbox=[1143, 524, 1207, 550]
sign-name: କନ୍ୟା bbox=[1143, 938, 1207, 964]
ad-code: D-745 bbox=[156, 1238, 180, 1249]
maiden-icon: ♍ bbox=[1151, 970, 1199, 1018]
horoscope-2 bbox=[1143, 380, 1495, 498]
wish-message: ପ୍ରିୟ ସୋନୁ, ତୋ ଜନ୍ମଦିନ ଅବସରରେ ତୋତେ ଦୀର୍ଘାୟୁ ଓ ଯଶସ୍ୱୀ କରନ୍ତୁ ଏହି ପ୍ରାର୍ଥନା। ଶୁଭେଚ୍ଛା ସହ: ବାପା, ମା, ଭଉଣୀ ଓ ପରିବାରବର୍ଗ। bbox=[577, 491, 750, 545]
sign-badge bbox=[1143, 800, 1207, 880]
flowers-icon: ✿ bbox=[882, 154, 916, 201]
scorpion-icon: ♏ bbox=[1151, 1246, 1199, 1294]
ad-code: D-58243 bbox=[147, 1546, 180, 1557]
classified-ad bbox=[5, 1492, 180, 1559]
ad-text: Herbal full body massage by smart/ expert therapist. Contact: 8338067247. bbox=[383, 624, 561, 673]
archer-icon: ♐ bbox=[1151, 1384, 1199, 1432]
ad-text: Bhubaneswar ପାଞ୍ଚଗାଁ ମୌଜାରେ 60' ରୋଡକୁ ଲାଗି sqft. 199/- ଯାଆଁଳା NHଠାରୁ 700 mtr. distanceରେ sqft. 499/- plot ମିଳୁଅଛି। 8895587809. bbox=[5, 1060, 180, 1143]
classified-ad bbox=[383, 623, 561, 674]
continued-label: (ପ୍ରଥମ ପୃଷ୍ଠାର) bbox=[1005, 1386, 1090, 1401]
sign-prediction: ପରିସ୍ଥିତିବଶତଃ ଶତ୍ରୁତା କରୁଥିବା ଲୋକମାନେ ମଧ୍ୟ ମିତ୍ରତା ସ୍ଥାପନ କରିବେ। ଆପଣ ଦୂରଦର୍ଶୀ ହୋଇ କାର୍ଯ୍ୟ କରିବେ। ରାଜନୀତି, ସଙ୍ଗଠନ, ଆଲୋଚନା କ୍ଷେତ୍ରରେ ଲୋକଙ୍କ ବୁଝିବା ଶକ୍ତି ବୃଦ୍ଧି ପାଇବ। bbox=[1213, 940, 1495, 1006]
ad-text: ଭୁବନେଶ୍ୱର-ପୁରୀ ବାଇପାସ୍ ରାସ୍ତାରେ, ଝାରପଡ଼ା ମହାଦେବନଗରରେ, Boundary, Electric ଥାଇ ପ୍ଲଟ୍ ବିକ୍ରିହେବ। 9937749564. bbox=[5, 881, 180, 963]
horoscope-7 bbox=[1143, 1070, 1495, 1188]
ad-text: Relax & Rejuvenate pain therapy package for body massage by expert @ Ashirvad Spa. 9040050502. bbox=[195, 595, 370, 660]
color-dot bbox=[765, 2318, 777, 2330]
healthcare-logo: ⚕ healthcare bbox=[195, 418, 370, 588]
